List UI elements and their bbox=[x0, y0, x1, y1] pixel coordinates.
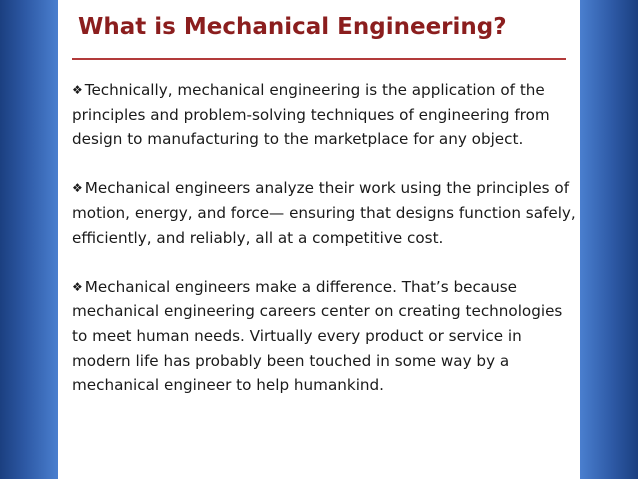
bullet-item bbox=[72, 176, 577, 250]
diamond-bullet-icon: ❖ bbox=[72, 83, 83, 97]
title-underline bbox=[72, 58, 566, 60]
diamond-bullet-icon: ❖ bbox=[72, 279, 83, 294]
bullet-text: Mechanical engineers make a difference. That’s because mechanical engineering careers center on creating technologies to meet human needs. Virtually every product or service in modern life has probably been touched in some way by a mechanical engineer to help humankind. bbox=[72, 277, 563, 395]
slide-title: What is Mechanical Engineering? bbox=[78, 14, 507, 40]
bullet-text: Mechanical engineers analyze their work using the principles of motion, energy, and force— ensuring that designs function safely, efficiently, and reliably, all at a competitive cost. bbox=[72, 179, 576, 247]
bullet-list bbox=[72, 78, 577, 398]
bullet-item bbox=[72, 78, 577, 152]
bullet-item bbox=[72, 275, 577, 398]
slide bbox=[58, 0, 580, 479]
bullet-text: Technically, mechanical engineering is the application of the principles and problem-solving techniques of engineering from design to manufacturing to the marketplace for any object. bbox=[72, 81, 550, 149]
diamond-bullet-icon: ❖ bbox=[72, 181, 83, 196]
left-side-band bbox=[0, 0, 58, 479]
right-side-band bbox=[580, 0, 638, 479]
